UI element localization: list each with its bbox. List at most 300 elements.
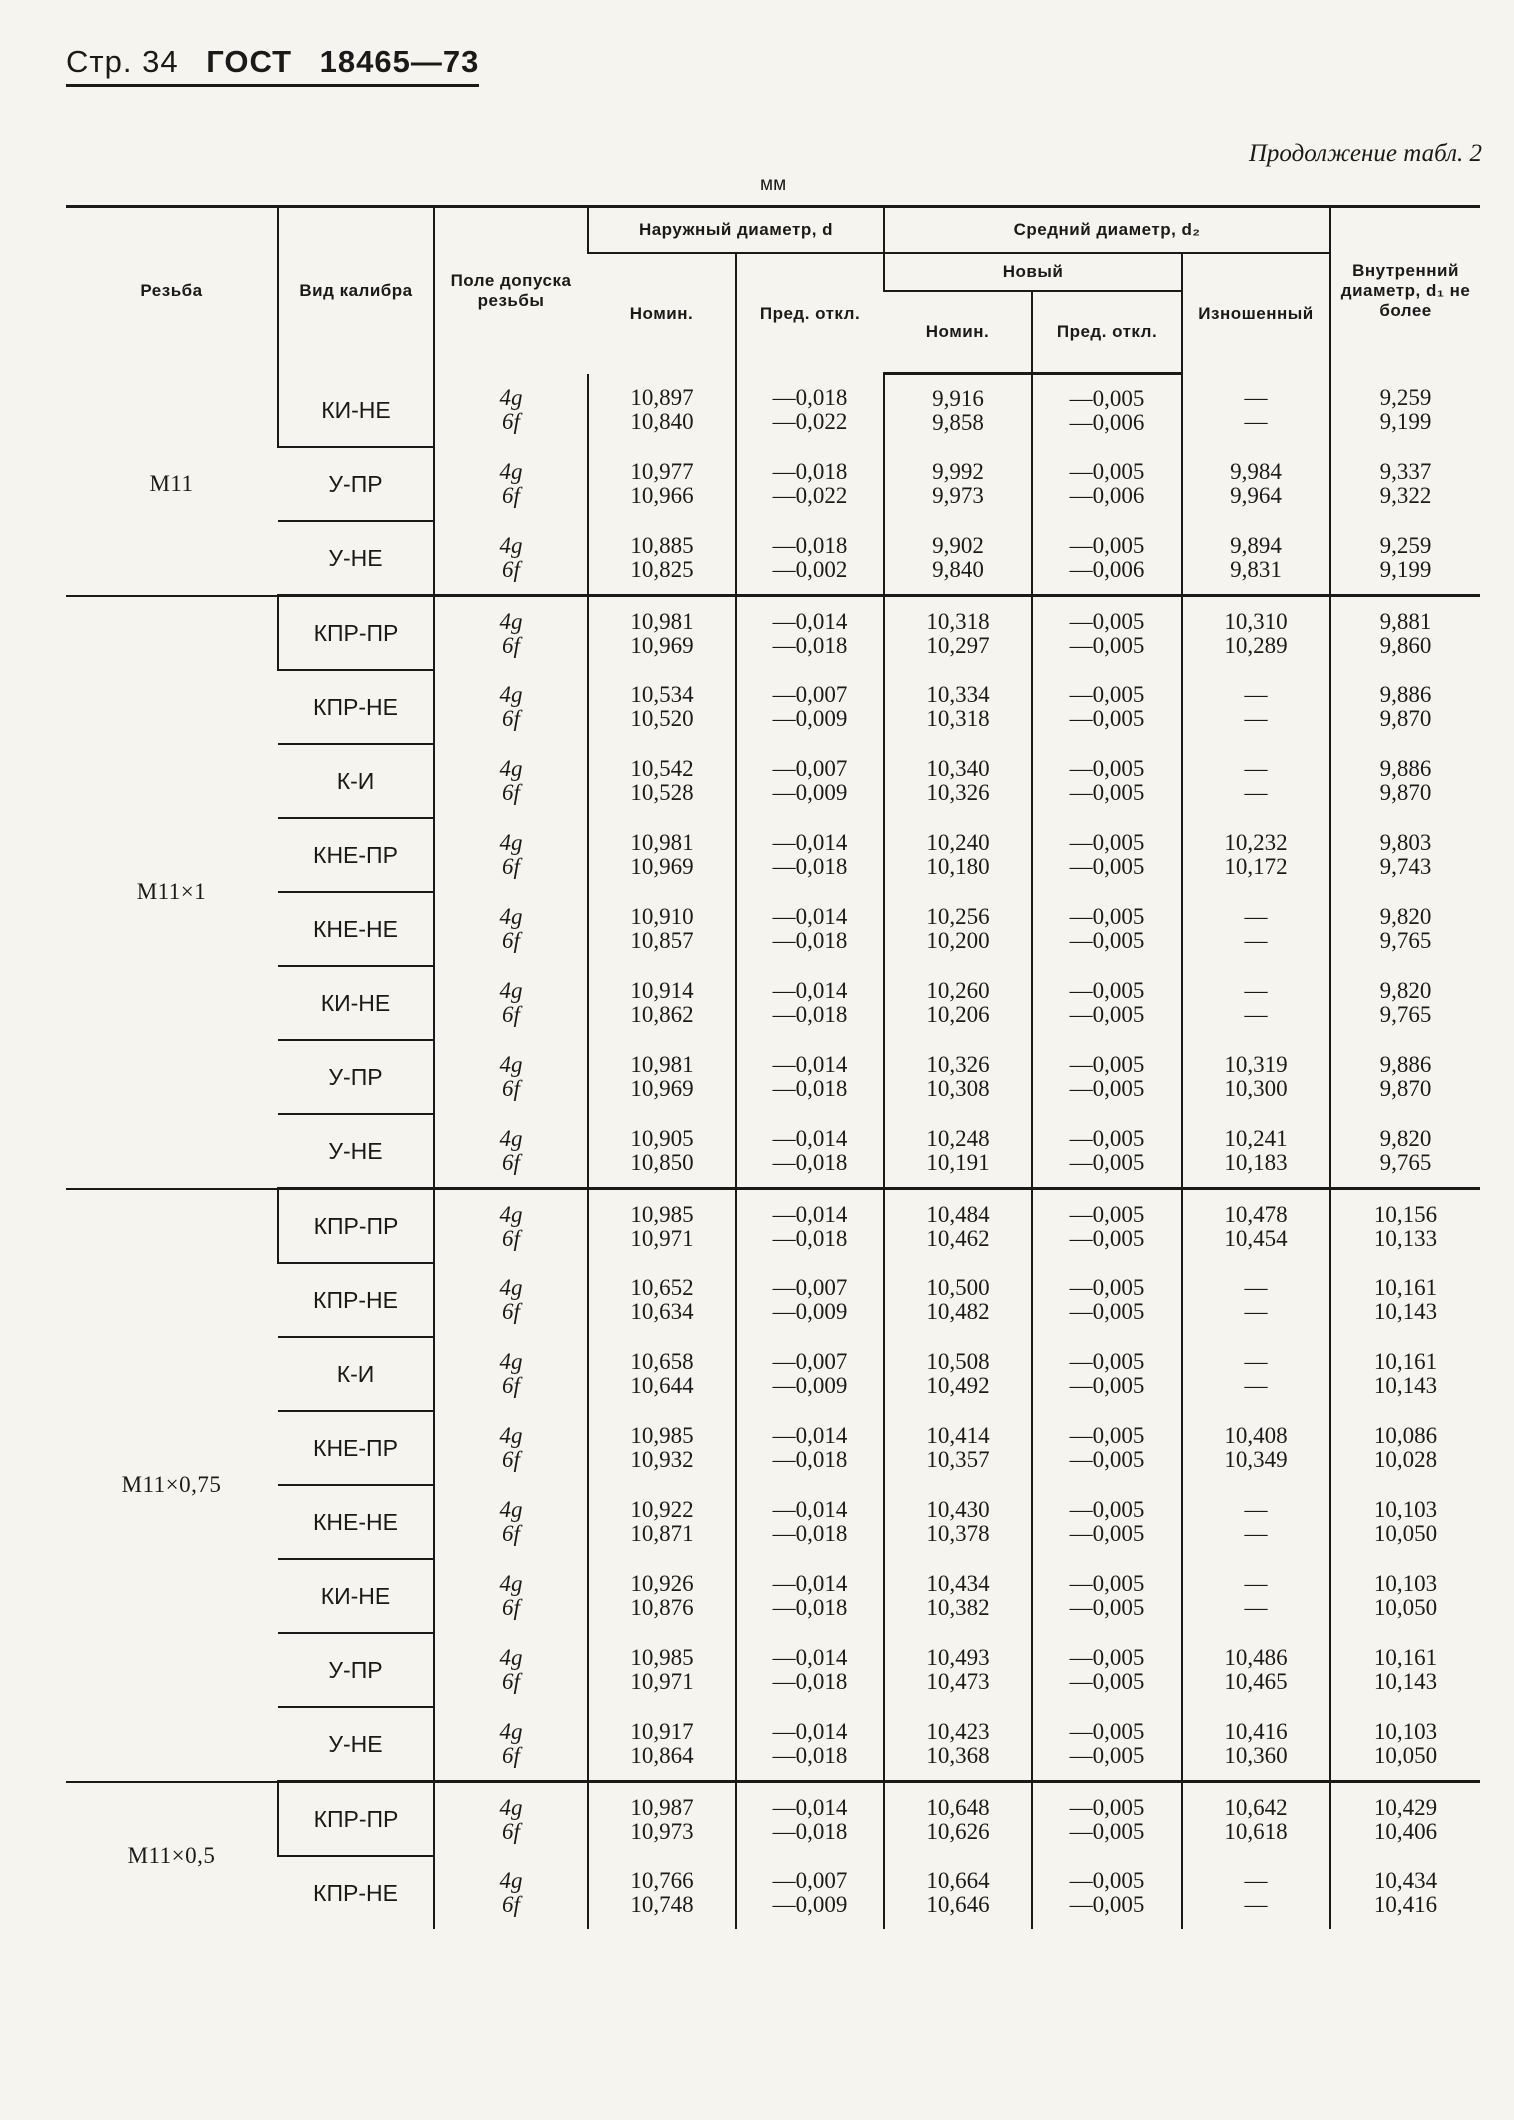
pitch-deviation-cell: [1032, 1114, 1182, 1189]
worn-cell: [1182, 1040, 1330, 1114]
pitch-nominal-cell: [884, 670, 1032, 744]
outer-deviation-cell-value: —0,014: [772, 1125, 848, 1151]
outer-deviation-cell-value: —0,018: [772, 854, 848, 879]
table-header: [66, 207, 1480, 374]
outer-deviation-cell-value: —0,009: [772, 1891, 848, 1917]
gauge-type-cell: КПР-НЕ: [278, 670, 434, 744]
tolerance-field-cell-value: 6f: [502, 1373, 520, 1398]
pitch-nominal-cell-value: 10,240: [926, 830, 990, 855]
outer-nominal-cell-value: 10,981: [630, 830, 694, 855]
inner-diameter-cell-value: 9,870: [1379, 1076, 1432, 1101]
inner-diameter-cell: [1330, 1782, 1480, 1857]
pitch-deviation-cell-value: —0,005: [1069, 532, 1145, 558]
pitch-nominal-cell-value: 10,334: [926, 682, 990, 707]
outer-deviation-cell-value: —0,014: [772, 608, 848, 634]
pitch-nominal-cell-value: 10,318: [926, 706, 990, 731]
outer-deviation-cell-value: —0,007: [772, 682, 848, 707]
outer-nominal-cell: [588, 1633, 736, 1707]
tolerance-field-cell-value: 6f: [502, 1891, 520, 1917]
table-row: [66, 818, 1480, 892]
outer-nominal-cell: [588, 447, 736, 521]
worn-cell: [1182, 966, 1330, 1040]
worn-cell-value: 9,964: [1230, 483, 1282, 508]
outer-nominal-cell-value: 10,981: [630, 608, 694, 634]
worn-cell: [1182, 1263, 1330, 1337]
tolerance-field-cell-value: 4g: [499, 904, 523, 929]
tolerance-field-cell-value: 4g: [499, 532, 523, 558]
pitch-deviation-cell-value: —0,005: [1069, 1225, 1145, 1251]
worn-cell-value: 10,349: [1224, 1447, 1288, 1472]
pitch-deviation-cell: [1032, 447, 1182, 521]
worn-cell-value: 10,183: [1224, 1149, 1288, 1175]
outer-nominal-cell-value: 10,977: [630, 459, 694, 484]
tolerance-field-cell-value: 4g: [499, 1125, 523, 1151]
outer-deviation-cell-value: —0,018: [772, 1818, 848, 1844]
tolerance-field-cell: [434, 1263, 588, 1337]
outer-deviation-cell-value: —0,014: [772, 1571, 848, 1596]
tolerance-field-cell: [434, 1114, 588, 1189]
pitch-deviation-cell: [1032, 1263, 1182, 1337]
outer-nominal-cell-value: 10,985: [630, 1645, 694, 1670]
outer-nominal-cell: [588, 1782, 736, 1857]
inner-diameter-cell-value: 10,103: [1373, 1718, 1438, 1744]
inner-diameter-cell: [1330, 1189, 1480, 1264]
outer-deviation-cell-value: —0,014: [772, 1052, 848, 1077]
outer-nominal-cell-value: 10,987: [630, 1794, 694, 1820]
gauge-type-cell: КИ-НЕ: [278, 1559, 434, 1633]
tolerance-field-cell-value: 6f: [502, 1002, 520, 1027]
pitch-deviation-cell-value: —0,005: [1069, 854, 1145, 879]
outer-deviation-cell-value: —0,007: [772, 1867, 848, 1893]
pitch-deviation-cell-value: —0,005: [1069, 1275, 1145, 1300]
pitch-deviation-cell-value: —0,005: [1069, 1521, 1145, 1546]
thread-designation: М11×1: [66, 596, 278, 1189]
worn-cell-value: —: [1244, 1595, 1268, 1620]
outer-nominal-cell-value: 10,652: [630, 1275, 694, 1300]
worn-cell-value: —: [1244, 1571, 1268, 1596]
outer-deviation-cell-value: —0,018: [772, 532, 848, 558]
inner-diameter-cell-value: 10,143: [1373, 1299, 1438, 1324]
col-pitch-deviation: Пред. откл.: [1032, 291, 1182, 374]
tolerance-field-cell-value: 6f: [502, 1225, 520, 1251]
table-row: [66, 1856, 1480, 1929]
pitch-deviation-cell-value: —0,005: [1069, 608, 1145, 634]
tolerance-field-cell-value: 4g: [499, 1201, 523, 1227]
inner-diameter-cell-value: 10,050: [1373, 1521, 1438, 1546]
outer-nominal-cell-value: 10,981: [630, 1052, 694, 1077]
tolerance-field-cell: [434, 521, 588, 596]
pitch-deviation-cell-value: —0,005: [1069, 978, 1145, 1003]
outer-nominal-cell: [588, 1189, 736, 1264]
outer-nominal-cell-value: 10,876: [630, 1595, 694, 1620]
col-tolerance-field: Поле допуска резьбы: [434, 207, 588, 374]
inner-diameter-cell: [1330, 892, 1480, 966]
pitch-nominal-cell: [884, 1559, 1032, 1633]
tolerance-field-cell: [434, 1040, 588, 1114]
outer-nominal-cell-value: 10,897: [630, 385, 694, 411]
col-pitch-diameter: Средний диаметр, d₂: [884, 207, 1330, 254]
pitch-deviation-cell-value: —0,005: [1069, 632, 1145, 658]
outer-nominal-cell-value: 10,985: [630, 1423, 694, 1448]
worn-cell-value: 10,486: [1224, 1645, 1288, 1670]
outer-nominal-cell: [588, 1707, 736, 1782]
outer-deviation-cell-value: —0,018: [772, 1447, 848, 1472]
worn-cell-value: 10,478: [1224, 1201, 1288, 1227]
tolerance-field-cell-value: 6f: [502, 556, 520, 582]
gauge-type-cell: КИ-НЕ: [278, 966, 434, 1040]
outer-nominal-cell-value: 10,922: [630, 1497, 694, 1522]
inner-diameter-cell-value: 9,259: [1379, 385, 1432, 411]
gauge-type-cell: КНЕ-НЕ: [278, 1485, 434, 1559]
inner-diameter-cell-value: 9,337: [1379, 459, 1432, 484]
outer-nominal-cell: [588, 1559, 736, 1633]
tolerance-field-cell: [434, 374, 588, 448]
standard-number: 18465—73: [319, 44, 480, 79]
outer-nominal-cell-value: 10,644: [630, 1373, 694, 1398]
outer-deviation-cell: [736, 744, 884, 818]
pitch-nominal-cell-value: 10,340: [926, 756, 990, 781]
pitch-nominal-cell-value: 9,992: [932, 459, 984, 484]
gauge-type-cell: КПР-ПР: [278, 596, 434, 671]
outer-deviation-cell-value: —0,014: [772, 1718, 848, 1744]
inner-diameter-cell-value: 9,743: [1379, 854, 1432, 879]
worn-cell: [1182, 1411, 1330, 1485]
worn-cell-value: —: [1244, 1497, 1268, 1522]
worn-cell-value: 10,241: [1224, 1125, 1288, 1151]
tolerance-field-cell-value: 6f: [502, 632, 520, 658]
tolerance-field-cell-value: 4g: [499, 1349, 523, 1374]
inner-diameter-cell-value: 9,199: [1379, 409, 1432, 435]
thread-designation: М11×0,75: [66, 1189, 278, 1782]
tolerance-field-cell: [434, 1856, 588, 1929]
worn-cell: [1182, 1707, 1330, 1782]
outer-deviation-cell-value: —0,014: [772, 1201, 848, 1227]
pitch-nominal-cell-value: 9,858: [932, 410, 984, 435]
outer-nominal-cell-value: 10,885: [630, 532, 694, 558]
gauge-type-cell: КПР-НЕ: [313, 1880, 398, 1906]
pitch-deviation-cell: [1032, 1559, 1182, 1633]
outer-nominal-cell-value: 10,905: [630, 1125, 694, 1151]
gauge-type-cell: У-ПР: [278, 1040, 434, 1114]
tolerance-field-cell: [434, 966, 588, 1040]
inner-diameter-cell-value: 9,322: [1379, 483, 1432, 508]
outer-nominal-cell-value: 10,634: [630, 1299, 694, 1324]
pitch-deviation-cell-value: —0,005: [1069, 1349, 1145, 1374]
outer-deviation-cell-value: —0,014: [772, 904, 848, 929]
worn-cell: [1182, 1633, 1330, 1707]
outer-deviation-cell-value: —0,007: [772, 756, 848, 781]
inner-diameter-cell: [1330, 1633, 1480, 1707]
inner-diameter-cell-value: 10,161: [1373, 1645, 1438, 1670]
inner-diameter-cell-value: 10,028: [1373, 1447, 1438, 1472]
worn-cell-value: 10,310: [1224, 608, 1288, 634]
outer-deviation-cell-value: —0,009: [772, 706, 848, 731]
tolerance-field-cell-value: 4g: [499, 756, 523, 781]
outer-nominal-cell-value: 10,825: [630, 556, 694, 582]
outer-nominal-cell-value: 10,966: [630, 483, 694, 508]
worn-cell: [1182, 521, 1330, 596]
pitch-nominal-cell: [884, 1782, 1032, 1857]
table-row: [66, 1707, 1480, 1782]
units-label: мм: [760, 174, 787, 195]
worn-cell-value: 10,642: [1224, 1794, 1288, 1820]
pitch-deviation-cell: [1032, 1337, 1182, 1411]
outer-deviation-cell: [736, 1856, 884, 1929]
outer-deviation-cell-value: —0,002: [772, 556, 848, 582]
outer-deviation-cell: [736, 1485, 884, 1559]
worn-cell-value: —: [1244, 1002, 1268, 1027]
outer-deviation-cell-value: —0,018: [772, 1225, 848, 1251]
tolerance-field-cell-value: 4g: [499, 1423, 523, 1448]
outer-deviation-cell-value: —0,014: [772, 1497, 848, 1522]
pitch-nominal-cell: [884, 447, 1032, 521]
tolerance-field-cell-value: 6f: [502, 706, 520, 731]
outer-deviation-cell-value: —0,009: [772, 1373, 848, 1398]
worn-cell: [1182, 1559, 1330, 1633]
pitch-deviation-cell-value: —0,005: [1069, 1742, 1145, 1768]
outer-nominal-cell-value: 10,658: [630, 1349, 694, 1374]
pitch-deviation-cell-value: —0,005: [1069, 1891, 1145, 1917]
outer-nominal-cell: [588, 670, 736, 744]
outer-deviation-cell: [736, 1782, 884, 1857]
pitch-nominal-cell-value: 10,434: [926, 1571, 990, 1596]
pitch-nominal-cell: [884, 596, 1032, 671]
pitch-deviation-cell-value: —0,005: [1069, 756, 1145, 781]
tolerance-field-cell: [434, 1782, 588, 1857]
worn-cell-value: —: [1244, 928, 1268, 953]
inner-diameter-cell-value: 10,161: [1373, 1349, 1438, 1374]
pitch-deviation-cell: [1032, 1189, 1182, 1264]
pitch-deviation-cell: [1032, 521, 1182, 596]
tolerance-field-cell: [434, 596, 588, 671]
worn-cell-value: 10,618: [1224, 1818, 1288, 1844]
outer-deviation-cell: [736, 966, 884, 1040]
pitch-nominal-cell-value: 9,973: [932, 483, 984, 508]
pitch-deviation-cell: [1032, 1485, 1182, 1559]
inner-diameter-cell: [1330, 670, 1480, 744]
worn-cell-value: —: [1244, 409, 1268, 435]
worn-cell: [1182, 1114, 1330, 1189]
pitch-nominal-cell-value: 10,423: [926, 1718, 990, 1744]
tolerance-field-cell-value: 6f: [502, 1595, 520, 1620]
outer-nominal-cell: [588, 892, 736, 966]
worn-cell-value: 9,894: [1230, 532, 1282, 558]
outer-nominal-cell-value: 10,857: [630, 928, 694, 953]
pitch-nominal-cell-value: 9,916: [932, 386, 984, 411]
pitch-nominal-cell: [884, 966, 1032, 1040]
outer-nominal-cell: [588, 521, 736, 596]
worn-cell-value: —: [1244, 706, 1268, 731]
outer-deviation-cell: [736, 521, 884, 596]
tolerance-field-cell-value: 6f: [502, 854, 520, 879]
pitch-nominal-cell-value: 10,191: [926, 1149, 990, 1175]
pitch-nominal-cell: [884, 1114, 1032, 1189]
worn-cell-value: 10,465: [1224, 1669, 1288, 1694]
pitch-deviation-cell-value: —0,005: [1069, 682, 1145, 707]
outer-nominal-cell: [588, 1337, 736, 1411]
inner-diameter-cell: [1330, 1485, 1480, 1559]
pitch-deviation-cell-value: —0,005: [1069, 1076, 1145, 1101]
pitch-deviation-cell-value: —0,005: [1069, 1201, 1145, 1227]
pitch-nominal-cell-value: 10,318: [926, 608, 990, 634]
pitch-nominal-cell: [884, 744, 1032, 818]
tolerance-field-cell: [434, 744, 588, 818]
pitch-deviation-cell: [1032, 1411, 1182, 1485]
pitch-nominal-cell: [884, 1040, 1032, 1114]
worn-cell-value: 9,984: [1230, 459, 1282, 484]
table-row: [66, 1337, 1480, 1411]
inner-diameter-cell: [1330, 596, 1480, 671]
table-row: [66, 447, 1480, 521]
outer-nominal-cell-value: 10,926: [630, 1571, 694, 1596]
gauge-type-cell: КНЕ-ПР: [278, 1411, 434, 1485]
inner-diameter-cell-value: 10,416: [1373, 1891, 1438, 1917]
pitch-nominal-cell-value: 9,840: [932, 556, 984, 582]
tolerance-field-cell-value: 6f: [502, 1299, 520, 1324]
standard-label: ГОСТ: [206, 44, 293, 79]
pitch-nominal-cell-value: 10,357: [926, 1447, 990, 1472]
inner-diameter-cell-value: 10,161: [1373, 1275, 1438, 1300]
pitch-nominal-cell-value: 10,626: [926, 1818, 990, 1844]
pitch-nominal-cell: [884, 1633, 1032, 1707]
worn-cell-value: 10,416: [1224, 1718, 1288, 1744]
table-continuation-note: Продолжение табл. 2: [1248, 140, 1482, 167]
outer-nominal-cell: [588, 1263, 736, 1337]
worn-cell: [1182, 1782, 1330, 1857]
pitch-deviation-cell-value: —0,005: [1069, 1125, 1145, 1151]
inner-diameter-cell-value: 9,820: [1379, 904, 1432, 929]
pitch-nominal-cell: [884, 1411, 1032, 1485]
outer-deviation-cell: [736, 1114, 884, 1189]
pitch-deviation-cell-value: —0,005: [1069, 1447, 1145, 1472]
pitch-nominal-cell-value: 10,482: [926, 1299, 990, 1324]
pitch-nominal-cell-value: 10,206: [926, 1002, 990, 1027]
outer-nominal-cell-value: 10,985: [630, 1201, 694, 1227]
gauge-type-cell: К-И: [278, 1337, 434, 1411]
inner-diameter-cell: [1330, 1337, 1480, 1411]
outer-deviation-cell: [736, 1263, 884, 1337]
outer-nominal-cell: [588, 1114, 736, 1189]
pitch-deviation-cell-value: —0,005: [1069, 1423, 1145, 1448]
worn-cell: [1182, 1856, 1330, 1929]
page-label: Стр.: [66, 44, 133, 79]
page-number: 34: [142, 44, 179, 79]
worn-cell-value: 10,289: [1224, 632, 1288, 658]
inner-diameter-cell: [1330, 1707, 1480, 1782]
inner-diameter-cell-value: 10,156: [1373, 1201, 1438, 1227]
inner-diameter-cell-value: 9,881: [1379, 608, 1432, 634]
worn-cell-value: —: [1244, 385, 1268, 411]
tolerance-field-cell: [434, 1411, 588, 1485]
inner-diameter-cell: [1330, 1559, 1480, 1633]
pitch-deviation-cell-value: —0,005: [1069, 904, 1145, 929]
table-body: [66, 374, 1480, 1930]
worn-cell-value: 10,319: [1224, 1052, 1288, 1077]
worn-cell-value: 10,408: [1224, 1423, 1288, 1448]
outer-nominal-cell-value: 10,973: [630, 1818, 694, 1844]
outer-deviation-cell-value: —0,007: [772, 1275, 848, 1300]
outer-deviation-cell-value: —0,022: [772, 483, 848, 508]
worn-cell-value: —: [1244, 1521, 1268, 1546]
outer-nominal-cell-value: 10,542: [630, 756, 694, 781]
pitch-nominal-cell-value: 10,648: [926, 1794, 990, 1820]
tolerance-field-cell-value: 4g: [499, 978, 523, 1003]
tolerance-field-cell: [434, 1559, 588, 1633]
col-outer-deviation: Пред. откл.: [736, 253, 884, 374]
pitch-deviation-cell-value: —0,005: [1069, 928, 1145, 953]
tolerance-field-cell-value: 6f: [502, 1149, 520, 1175]
outer-deviation-cell-value: —0,018: [772, 1076, 848, 1101]
gauge-type-cell: КПР-ПР: [278, 1189, 434, 1264]
pitch-deviation-cell-value: —0,006: [1069, 410, 1145, 435]
pitch-deviation-cell-value: —0,005: [1069, 1794, 1145, 1820]
pitch-nominal-cell-value: 9,902: [932, 532, 984, 558]
worn-cell-value: 10,454: [1224, 1225, 1288, 1251]
outer-nominal-cell: [588, 1040, 736, 1114]
tolerance-field-cell-value: 4g: [499, 1052, 523, 1077]
worn-cell-value: 9,831: [1230, 556, 1282, 582]
gauge-type-cell: К-И: [278, 744, 434, 818]
outer-nominal-cell-value: 10,871: [630, 1521, 694, 1546]
pitch-deviation-cell-value: —0,005: [1069, 1571, 1145, 1596]
pitch-deviation-cell: [1032, 1040, 1182, 1114]
inner-diameter-cell-value: 9,886: [1379, 756, 1432, 781]
worn-cell-value: —: [1244, 682, 1268, 707]
tolerance-field-cell: [434, 1707, 588, 1782]
inner-diameter-cell-value: 10,086: [1373, 1423, 1438, 1448]
outer-nominal-cell-value: 10,917: [630, 1718, 694, 1744]
worn-cell-value: —: [1244, 978, 1268, 1003]
inner-diameter-cell-value: 10,050: [1373, 1742, 1438, 1768]
outer-nominal-cell-value: 10,748: [630, 1891, 694, 1917]
pitch-deviation-cell-value: —0,005: [1069, 1718, 1145, 1744]
pitch-nominal-cell-value: 10,664: [926, 1867, 990, 1893]
outer-nominal-cell-value: 10,840: [630, 409, 694, 435]
worn-cell: [1182, 374, 1330, 448]
worn-cell-value: —: [1244, 1349, 1268, 1374]
outer-nominal-cell: [588, 818, 736, 892]
worn-cell-value: —: [1244, 1891, 1268, 1917]
gauge-type-cell: КИ-НЕ: [278, 374, 434, 448]
table-row: [66, 1633, 1480, 1707]
tolerance-field-cell: [434, 447, 588, 521]
inner-diameter-cell-value: 9,765: [1379, 1149, 1432, 1175]
table-row: [66, 670, 1480, 744]
inner-diameter-cell-value: 9,870: [1379, 706, 1432, 731]
pitch-nominal-cell: [884, 1856, 1032, 1929]
pitch-nominal-cell-value: 10,646: [926, 1891, 990, 1917]
gauge-dimensions-table: [66, 205, 1480, 1929]
pitch-deviation-cell: [1032, 596, 1182, 671]
inner-diameter-cell: [1330, 966, 1480, 1040]
table-row: [66, 1485, 1480, 1559]
outer-nominal-cell-value: 10,534: [630, 682, 694, 707]
outer-nominal-cell: [588, 1856, 736, 1929]
outer-deviation-cell-value: —0,014: [772, 978, 848, 1003]
inner-diameter-cell: [1330, 1411, 1480, 1485]
pitch-deviation-cell: [1032, 1633, 1182, 1707]
outer-deviation-cell: [736, 1633, 884, 1707]
gauge-type-cell: КНЕ-НЕ: [278, 892, 434, 966]
pitch-nominal-cell-value: 10,508: [926, 1349, 990, 1374]
pitch-nominal-cell-value: 10,180: [926, 854, 990, 879]
gauge-type-cell: КПР-НЕ: [278, 1263, 434, 1337]
outer-nominal-cell-value: 10,850: [630, 1149, 694, 1175]
inner-diameter-cell-value: 9,886: [1379, 682, 1432, 707]
pitch-nominal-cell: [884, 1263, 1032, 1337]
worn-cell: [1182, 447, 1330, 521]
tolerance-field-cell-value: 4g: [499, 830, 523, 855]
